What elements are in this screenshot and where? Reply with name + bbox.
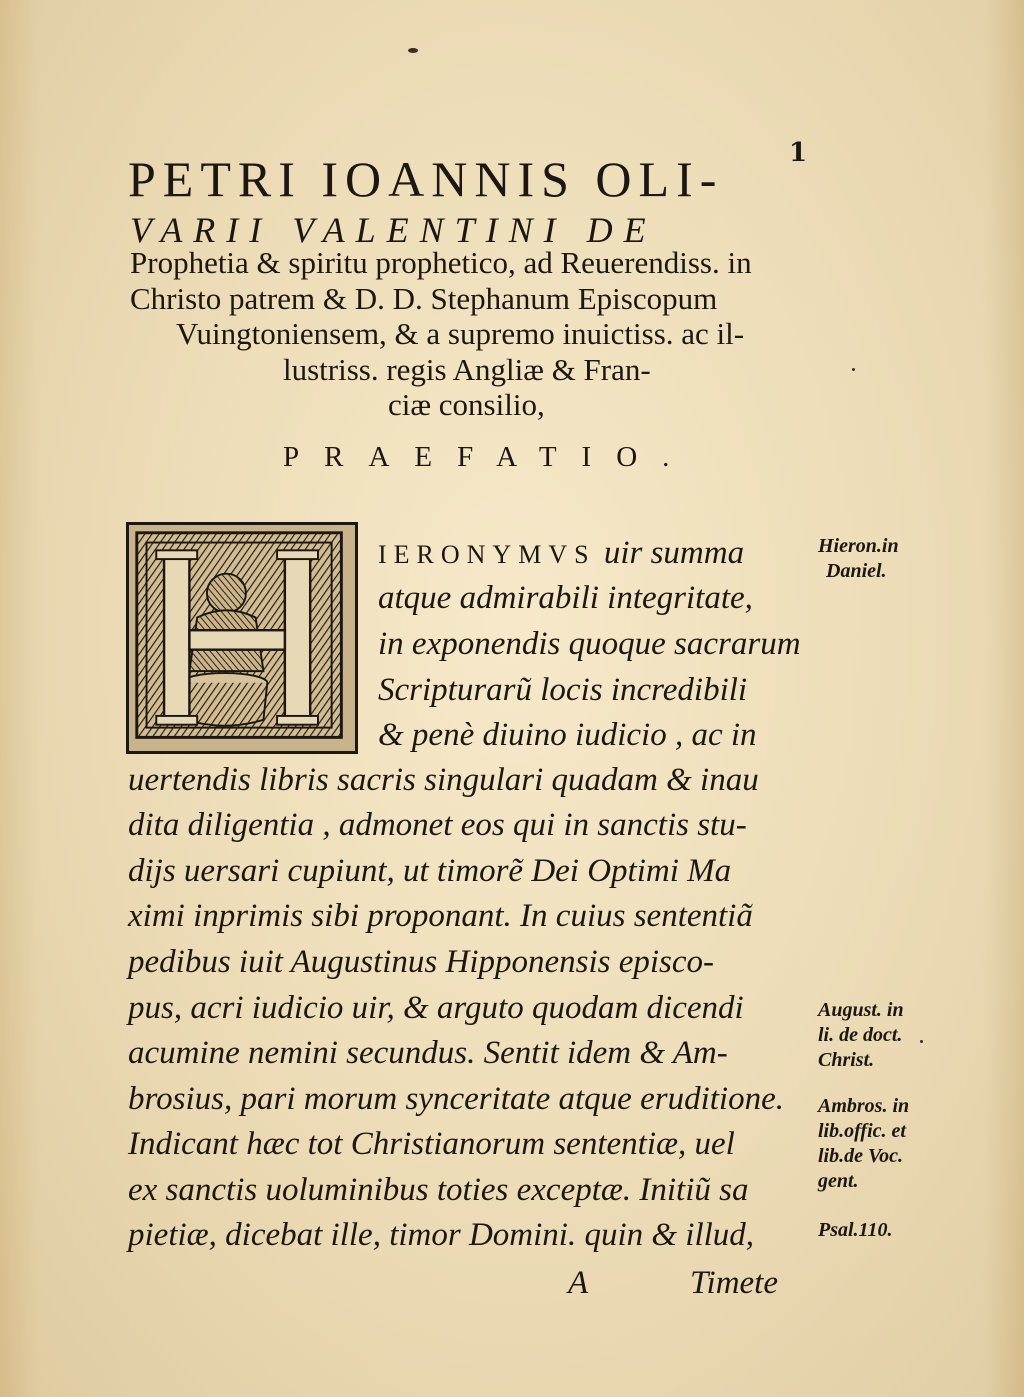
title-line-1: PETRI IOANNIS OLI-	[128, 151, 724, 207]
section-heading: PRAEFATIO.	[283, 441, 695, 473]
body-line-6: uertendis libris sacris singulari quadam & inau	[128, 762, 759, 798]
margin-note-line: Daniel.	[826, 560, 887, 582]
subtitle-line-5: ciæ consilio,	[388, 387, 545, 422]
body-line-16: pietiæ, dicebat ille, timor Domini. quin & illud,	[128, 1217, 755, 1253]
catchword: Timete	[690, 1265, 778, 1301]
body-line-12: acumine nemini secundus. Sentit idem & Am-	[128, 1035, 728, 1071]
body-line-2: atque admirabili integritate,	[378, 580, 753, 616]
body-line-7: dita diligentia , admonet eos qui in sanctis stu-	[128, 807, 747, 843]
subtitle-line-2: Christo patrem & D. D. Stephanum Episcopum	[130, 281, 718, 316]
paper-fleck	[920, 1040, 923, 1043]
margin-note-line: Psal.110.	[818, 1219, 893, 1241]
page-number: 1	[789, 138, 808, 168]
signature-mark: A	[568, 1265, 589, 1301]
subtitle-line-3: Vuingtoniensem, & a supremo inuictiss. ac il-	[176, 316, 745, 351]
body-line-15: ex sanctis uoluminibus toties exceptæ. Initiũ sa	[128, 1172, 749, 1208]
margin-note-line: Christ.	[818, 1049, 875, 1071]
margin-note-psalm	[818, 1218, 892, 1243]
margin-note-line: lib.offic. et	[818, 1120, 906, 1142]
title-line-2: VARII VALENTINI DE	[130, 210, 657, 250]
margin-note-hieronymus	[818, 534, 899, 584]
margin-note-line: lib.de Voc.	[818, 1145, 903, 1167]
body-line-1	[378, 535, 744, 572]
woodcut-initial-h	[126, 522, 358, 754]
body-line-3: in exponendis quoque sacrarum	[378, 626, 801, 662]
body-line-4: Scripturarũ locis incredibili	[378, 672, 748, 708]
margin-note-line: August. in	[818, 999, 904, 1021]
subtitle-line-4: lustriss. regis Angliæ & Fran-	[283, 352, 651, 387]
body-line-11: pus, acri iudicio uir, & arguto quodam dicendi	[128, 990, 744, 1026]
margin-note-line: gent.	[818, 1170, 859, 1192]
margin-note-line: Ambros. in	[818, 1095, 910, 1117]
margin-note-line: li. de doct.	[818, 1024, 903, 1046]
margin-note-ambrosius	[818, 1094, 909, 1194]
subtitle-line-1: Prophetia & spiritu prophetico, ad Reuerendiss. in	[130, 245, 752, 280]
body-first-word: IERONYMVS	[378, 540, 596, 569]
paper-fleck	[852, 368, 855, 371]
body-line-13: brosius, pari morum synceritate atque eruditione.	[128, 1081, 784, 1117]
margin-note-augustinus	[818, 998, 904, 1073]
body-line-10: pedibus iuit Augustinus Hipponensis episco-	[128, 944, 715, 980]
margin-note-line: Hieron.in	[818, 535, 899, 557]
body-line-5: & penè diuino iudicio , ac in	[378, 717, 757, 753]
paper-fleck	[408, 48, 418, 53]
body-line-9: ximi inprimis sibi proponant. In cuius sententiã	[128, 898, 753, 934]
body-line-8: dijs uersari cupiunt, ut timorẽ Dei Optimi Ma	[128, 853, 732, 889]
body-line-14: Indicant hæc tot Christianorum sententiæ, uel	[128, 1126, 735, 1162]
body-line-1-text: uir summa	[603, 535, 745, 571]
woodcut-initial-image	[129, 525, 355, 751]
